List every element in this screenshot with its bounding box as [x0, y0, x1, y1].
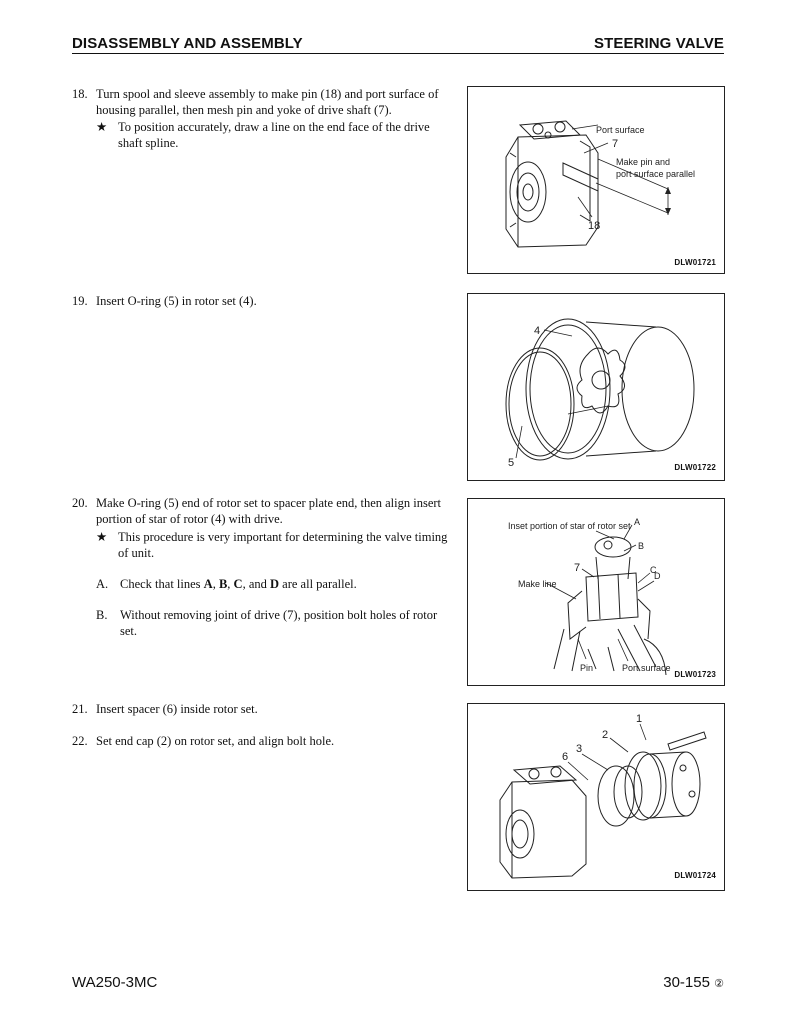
step-line: Make O-ring (5) end of rotor set to spacer plate end, then align insert	[96, 496, 442, 510]
line-label-d: D	[270, 577, 280, 591]
page-number-block	[663, 974, 724, 991]
step-21	[72, 701, 464, 719]
label-port-surface: Port surface	[596, 125, 645, 135]
label-d: D	[654, 571, 661, 581]
label-b: B	[638, 541, 645, 551]
label-make-pin: Make pin and	[616, 157, 671, 167]
text-run: ,	[227, 577, 234, 591]
step-line: portion of star of rotor (4) with drive.	[96, 512, 283, 526]
substep-a	[96, 576, 464, 594]
figure-code: DLW01722	[674, 463, 716, 472]
step-20-note	[96, 529, 464, 563]
label-pin: Pin	[580, 663, 594, 673]
star-icon: ★	[96, 530, 108, 544]
label-3: 3	[576, 743, 583, 755]
line-label-b: B	[218, 577, 228, 591]
step-number: 18.	[72, 87, 88, 101]
label-6: 6	[562, 751, 569, 763]
substep-letter: A.	[96, 577, 109, 591]
label-4: 4	[534, 325, 541, 337]
arrow-down-icon	[665, 208, 671, 215]
step-number: 20.	[72, 496, 88, 510]
substep-text	[120, 576, 464, 592]
step-line: Set end cap (2) on rotor set, and align bolt hole.	[96, 734, 335, 748]
label-7: 7	[612, 138, 619, 150]
label-5: 5	[508, 457, 515, 469]
step-18	[72, 86, 464, 120]
note-line: To position accurately, draw a line on the end face of the drive	[118, 120, 430, 134]
text-run: ,	[212, 577, 219, 591]
text-run: Check that lines	[120, 577, 204, 591]
star-icon: ★	[96, 120, 108, 134]
substep-line: Without removing joint of drive (7), position bolt holes of rotor	[120, 608, 438, 622]
page-header	[72, 33, 724, 54]
text-run: are all parallel.	[279, 577, 357, 591]
step-number: 21.	[72, 702, 88, 716]
label-port-surface-parallel: port surface parallel	[616, 169, 696, 179]
step-19	[72, 293, 464, 311]
note-line: shaft spline.	[118, 136, 179, 150]
substep-letter: B.	[96, 608, 108, 622]
step-18-note	[96, 119, 464, 153]
end-cap-assembly-illustration	[468, 704, 724, 890]
label-1: 1	[636, 713, 643, 725]
model-number: WA250-3MC	[72, 974, 158, 991]
label-port-surface: Port surface	[622, 663, 671, 673]
step-line: housing parallel, then mesh pin and yoke of drive shaft (7).	[96, 103, 392, 117]
step-20	[72, 495, 464, 529]
component-title: STEERING VALVE	[593, 35, 724, 52]
step-number: 19.	[72, 294, 88, 308]
page-number: 30-155	[663, 974, 710, 991]
figure-code: DLW01724	[674, 871, 716, 880]
revision-mark-icon: ②	[714, 978, 724, 990]
text-run: , and	[242, 577, 271, 591]
label-2: 2	[602, 729, 609, 741]
timing-alignment-illustration	[468, 499, 724, 685]
rotor-set-illustration	[468, 294, 724, 480]
section-title: DISASSEMBLY AND ASSEMBLY	[72, 35, 303, 52]
label-insert-portion: Inset portion of star of rotor set	[508, 521, 631, 531]
figure-dlw01723	[467, 498, 725, 686]
note-line: of unit.	[118, 546, 155, 560]
step-line: Turn spool and sleeve assembly to make pin (18) and port surface of	[96, 87, 439, 101]
label-18: 18	[588, 220, 601, 232]
figure-code: DLW01723	[674, 670, 716, 679]
line-label-a: A	[203, 577, 213, 591]
steering-valve-illustration	[468, 87, 724, 273]
line-label-c: C	[233, 577, 243, 591]
label-c: C	[650, 565, 657, 575]
label-7: 7	[574, 562, 581, 574]
note-line: This procedure is very important for determining the valve timing	[118, 530, 448, 544]
figure-dlw01721	[467, 86, 725, 274]
step-line: Insert O-ring (5) in rotor set (4).	[96, 294, 257, 308]
label-a: A	[634, 517, 641, 527]
step-number: 22.	[72, 734, 88, 748]
substep-b	[96, 607, 464, 641]
substep-line: set.	[120, 624, 138, 638]
step-line: Insert spacer (6) inside rotor set.	[96, 702, 258, 716]
figure-dlw01722	[467, 293, 725, 481]
step-22	[72, 733, 464, 751]
figure-dlw01724	[467, 703, 725, 891]
figure-code: DLW01721	[674, 258, 716, 267]
label-make-line: Make line	[518, 579, 557, 589]
